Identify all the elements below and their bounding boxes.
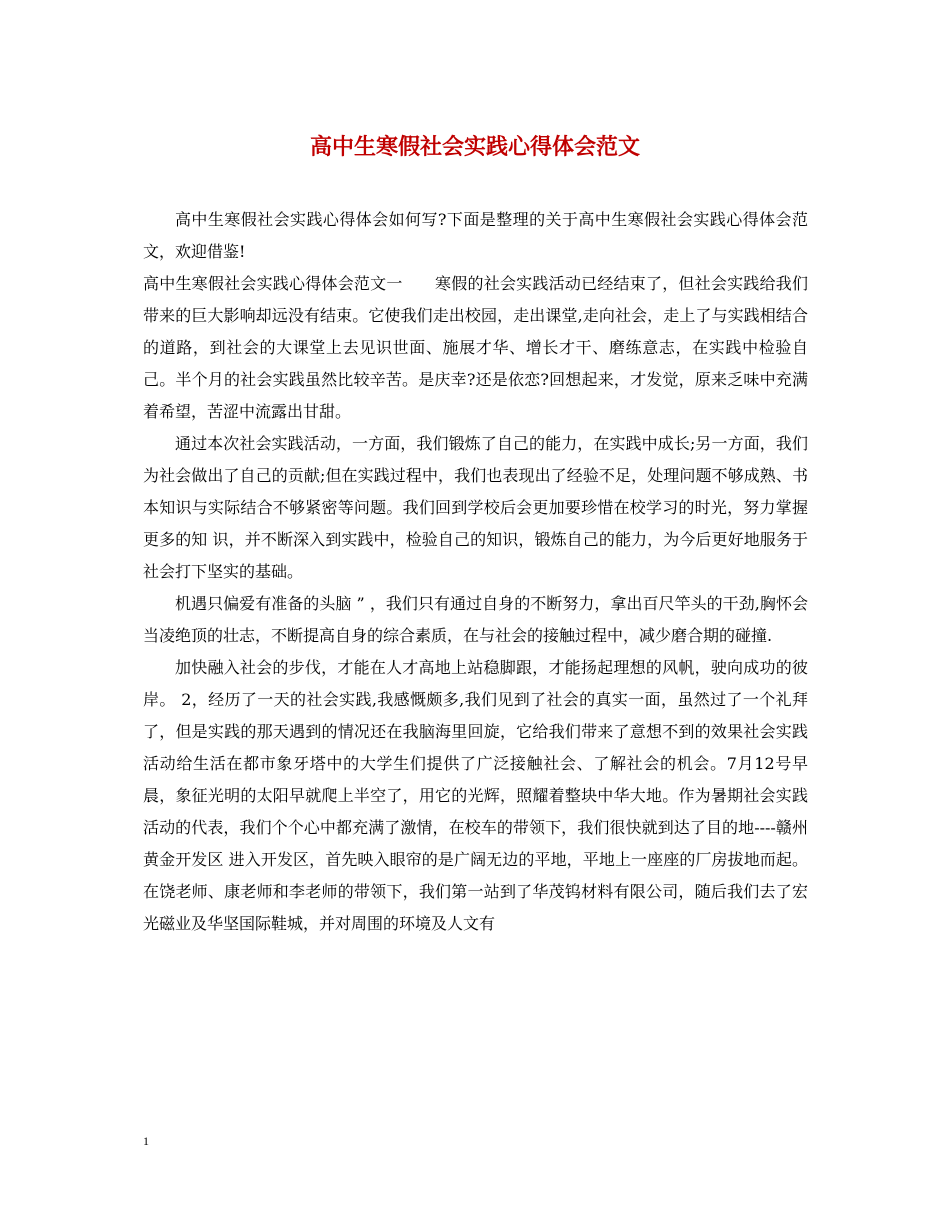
document-body — [143, 204, 808, 940]
paragraph-opportunity: 机遇只偏爱有准备的头脑 ” ，我们只有通过自身的不断努力，拿出百尺竿头的干劲,胸怀会当凌绝顶的壮志，不断提高自身的综合素质，在与社会的接触过程中，减少磨合期的碰撞. — [143, 594, 808, 645]
page-number: 1 — [143, 1134, 149, 1148]
paragraph-essay-one: 高中生寒假社会实践心得体会范文一 寒假的社会实践活动已经结束了，但社会实践给我们带来的巨大影响却远没有结束。它使我们走出校园，走出课堂,走向社会，走上了与实践相结合的道路，到社会的大课堂上去见识世面、施展才华、增长才干、磨练意志，在实践中检验自己。半个月的社会实践虽然比较辛苦。是庆幸?还是依恋?回想起来，才发觉，原来乏味中充满着希望，苦涩中流露出甘甜。 — [143, 274, 808, 421]
paragraph-society: 加快融入社会的步伐，才能在人才高地上站稳脚跟，才能扬起理想的风帆，驶向成功的彼岸。 2，经历了一天的社会实践,我感慨颇多,我们见到了社会的真实一面，虽然过了一个礼拜了，但是实践的那天遇到的情况还在我脑海里回旋，它给我们带来了意想不到的效果社会实践活动给生活在都市象牙塔中的大学生们提供了广泛接触社会、了解社会的机会。7月12号早晨，象征光明的太阳早就爬上半空了，用它的光辉，照耀着整块中华大地。作为暑期社会实践活动的代表，我们个个心中都充满了激情，在校车的带领下，我们很快就到达了目的地----赣州黄金开发区 进入开发区，首先映入眼帘的是广阔无边的平地，平地上一座座的厂房拔地而起。在饶老师、康老师和李老师的带领下，我们第一站到了华茂钨材料有限公司，随后我们去了宏光磁业及华坚国际鞋城，并对周围的环境及人文有 — [143, 658, 808, 933]
document-title: 高中生寒假社会实践心得体会范文 — [309, 134, 640, 160]
paragraph-reflection: 通过本次社会实践活动，一方面，我们锻炼了自己的能力，在实践中成长;另一方面，我们为社会做出了自己的贡献;但在实践过程中，我们也表现出了经验不足，处理问题不够成熟、书本知识与实际结合不够紧密等问题。我们回到学校后会更加要珍惜在校学习的时光，努力掌握更多的知 识，并不断深入到实践中，检验自己的知识，锻炼自己的能力，为今后更好地服务于社会打下坚实的基础。 — [143, 434, 808, 581]
paragraph-intro: 高中生寒假社会实践心得体会如何写?下面是整理的关于高中生寒假社会实践心得体会范文，欢迎借鉴! — [143, 210, 808, 261]
